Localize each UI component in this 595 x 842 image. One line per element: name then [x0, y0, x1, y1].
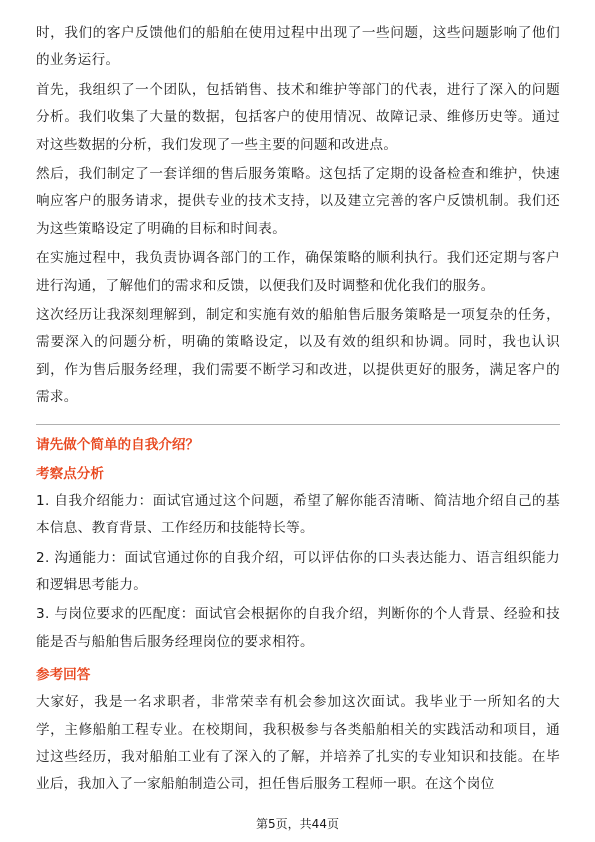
paragraph: 这次经历让我深刻理解到，制定和实施有效的船舶售后服务策略是一项复杂的任务，需要深入的问题分析，明确的策略设定，以及有效的组织和协调。同时，我也认识到，作为售后服务经理，我们需要不断学习和改进，以提供更好的服务，满足客户的需求。: [36, 307, 560, 406]
answer-heading: 参考回答: [36, 667, 91, 684]
answer-paragraph: 大家好，我是一名求职者，非常荣幸有机会参加这次面试。我毕业于一所知名的大学，主修船舶工程专业。在校期间，我积极参与各类船舶相关的实践活动和项目，通过这些经历，我对船舶工业有了深入的了解，并培养了扎实的专业知识和技能。在毕业后，我加入了一家船舶制造公司，担任售后服务工程师一职。在这个岗位: [36, 694, 560, 793]
section-divider: [36, 424, 560, 425]
analysis-item: 1. 自我介绍能力：面试官通过这个问题，希望了解你能否清晰、简洁地介绍自己的基本信息、教育背景、工作经历和技能特长等。: [36, 492, 560, 537]
intro-section: [36, 20, 560, 412]
paragraph: 首先，我组织了一个团队，包括销售、技术和维护等部门的代表，进行了深入的问题分析。我们收集了大量的数据，包括客户的使用情况、故障记录、维修历史等。通过对这些数据的分析，我们发现了一些主要的问题和改进点。: [36, 81, 560, 153]
page-number: 第5页，共44页: [256, 817, 339, 831]
paragraph: 时，我们的客户反馈他们的船舶在使用过程中出现了一些问题，这些问题影响了他们的业务运行。: [36, 25, 560, 69]
paragraph: 然后，我们制定了一套详细的售后服务策略。这包括了定期的设备检查和维护，快速响应客户的服务请求，提供专业的技术支持，以及建立完善的客户反馈机制。我们还为这些策略设定了明确的目标和时间表。: [36, 166, 560, 237]
document-body: [36, 20, 560, 801]
analysis-heading: 考察点分析: [36, 465, 104, 482]
analysis-item: 3. 与岗位要求的匹配度：面试官会根据你的自我介绍，判断你的个人背景、经验和技能是否与船舶售后服务经理岗位的要求相符。: [36, 606, 560, 650]
interview-question: 请先做个简单的自我介绍？: [36, 436, 200, 453]
analysis-item: 2. 沟通能力：面试官通过你的自我介绍，可以评估你的口头表达能力、语言组织能力和逻辑思考能力。: [36, 549, 560, 593]
paragraph: 在实施过程中，我负责协调各部门的工作，确保策略的顺利执行。我们还定期与客户进行沟通，了解他们的需求和反馈，以便我们及时调整和优化我们的服务。: [36, 250, 560, 294]
